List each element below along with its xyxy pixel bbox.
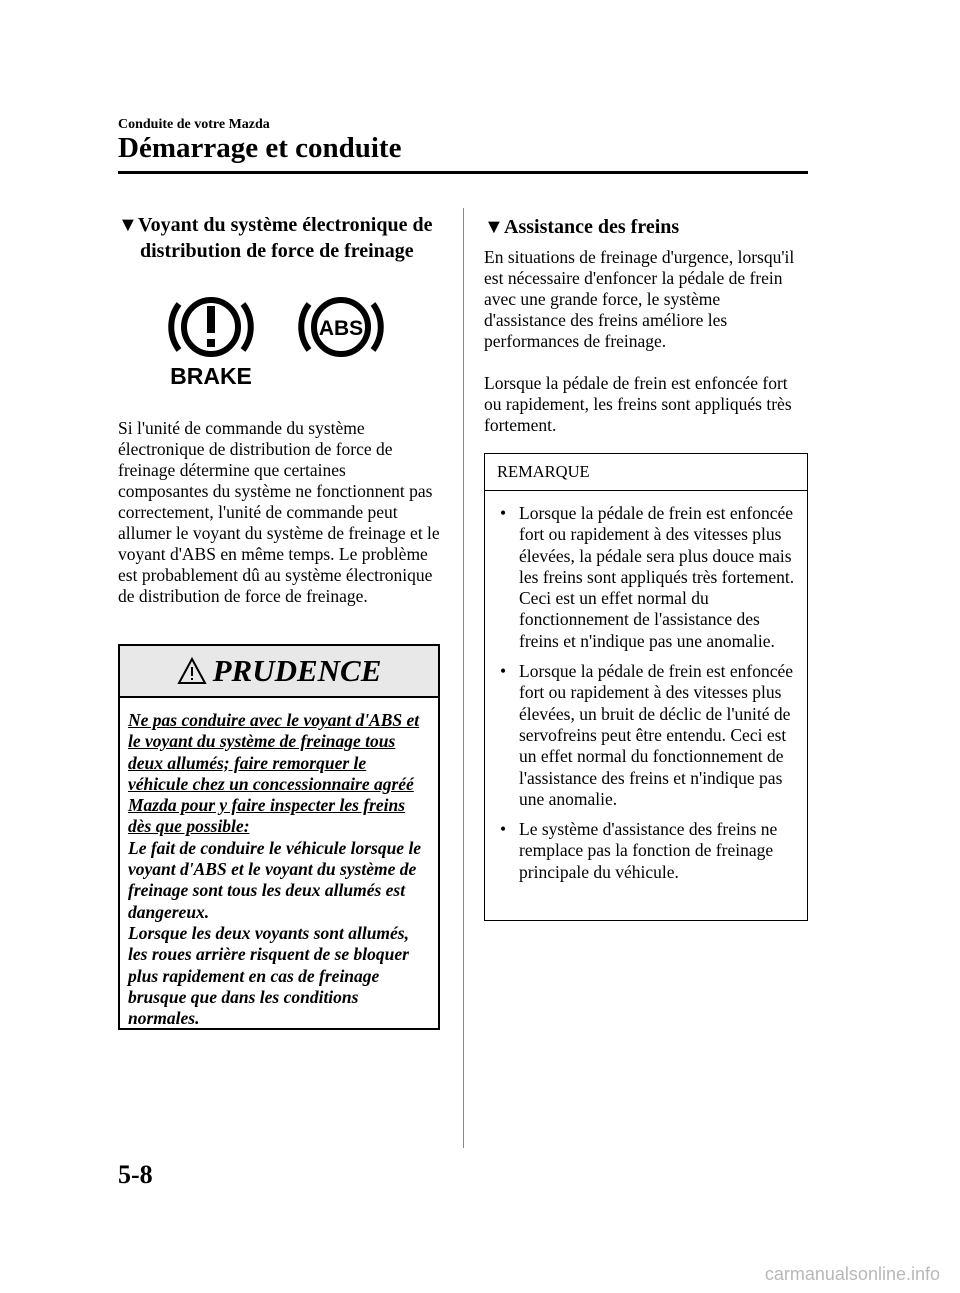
note-item: [497, 819, 803, 883]
breadcrumb: Conduite de votre Mazda: [118, 117, 270, 132]
brake-assist-paragraph-1: En situations de freinage d'urgence, lorsqu'il est nécessaire d'enfoncer la pédale de frein avec une grande force, le système d'assistance des freins améliore les performances de freinage.: [484, 247, 795, 351]
note-item-text: Lorsque la pédale de frein est enfoncée fort ou rapidement à des vitesses plus élevées, la pédale sera plus douce mais les freins sont appliqués très fortement. Ceci est un effet normal du fonctionnement de l'assistance des freins et n'indique pas une anomalie.: [519, 503, 795, 651]
brake-warning-icon: [163, 292, 263, 387]
bullet-icon: •: [500, 661, 507, 682]
ebd-paragraph: Si l'unité de commande du système électronique de distribution de force de freinage détermine que certaines composantes du système ne fonctionnent pas correctement, l'unité de commande peut allumer le voyant du système de freinage et le voyant d'ABS en même temps. Le problème est probablement dû au système électronique de distribution de force de freinage.: [118, 418, 440, 606]
caution-box: [118, 644, 440, 1030]
caution-title: PRUDENCE: [212, 653, 382, 688]
caution-text-1: Le fait de conduire le véhicule lorsque le voyant d'ABS et le voyant du système de freinage sont tous les deux allumés est dangereux.: [128, 837, 422, 922]
brake-assist-paragraph-2: Lorsque la pédale de frein est enfoncée fort ou rapidement, les freins sont appliqués très fortement.: [484, 373, 792, 435]
triangle-down-icon: ▼: [118, 214, 138, 236]
caution-header: [120, 646, 438, 698]
title-rule: [118, 171, 808, 174]
page-title: Démarrage et conduite: [118, 132, 402, 164]
page-number: 5-8: [118, 1160, 153, 1189]
brake-assist-text: [484, 247, 804, 457]
caution-text-2: Lorsque les deux voyants sont allumés, les roues arrière risquent de se bloquer plus rapidement en cas de freinage brusque que dans les conditions normales.: [128, 922, 409, 1029]
column-divider: [463, 208, 464, 1148]
note-box: [484, 453, 808, 921]
watermark: carmanualsonline.info: [764, 1264, 940, 1284]
triangle-down-icon: ▼: [484, 216, 504, 238]
warning-triangle-icon: [177, 657, 207, 685]
note-item-text: Le système d'assistance des freins ne remplace pas la fonction de freinage principale du véhicule.: [519, 819, 778, 882]
caution-underlined-text: Ne pas conduire avec le voyant d'ABS et le voyant du système de freinage tous deux allumés; faire remorquer le véhicule chez un concessionnaire agréé Mazda pour y faire inspecter les freins dès que possible:: [128, 710, 420, 837]
note-item: [497, 503, 803, 652]
brake-icon-label: BRAKE: [170, 363, 252, 387]
bullet-icon: •: [500, 819, 507, 840]
abs-warning-icon: [293, 292, 393, 367]
caution-body: [120, 698, 438, 1029]
section-heading-line2: distribution de force de freinage: [140, 240, 414, 262]
section-heading-brake-assist: [484, 214, 808, 240]
section-heading-ebd: [118, 212, 448, 264]
note-list: [485, 491, 807, 883]
section-heading-text: Assistance des freins: [504, 216, 680, 238]
abs-icon-label: ABS: [318, 317, 364, 340]
note-item: [497, 661, 803, 810]
note-item-text: Lorsque la pédale de frein est enfoncée fort ou rapidement à des vitesses plus élevées, un bruit de déclic de l'unité de servofreins peut être entendu. Ceci est un effet normal du fonctionnement de l'assistance des freins et n'indique pas une anomalie.: [519, 661, 794, 809]
section-heading-line1: Voyant du système électronique de: [138, 214, 433, 236]
bullet-icon: •: [500, 503, 507, 523]
note-title: REMARQUE: [485, 454, 807, 491]
